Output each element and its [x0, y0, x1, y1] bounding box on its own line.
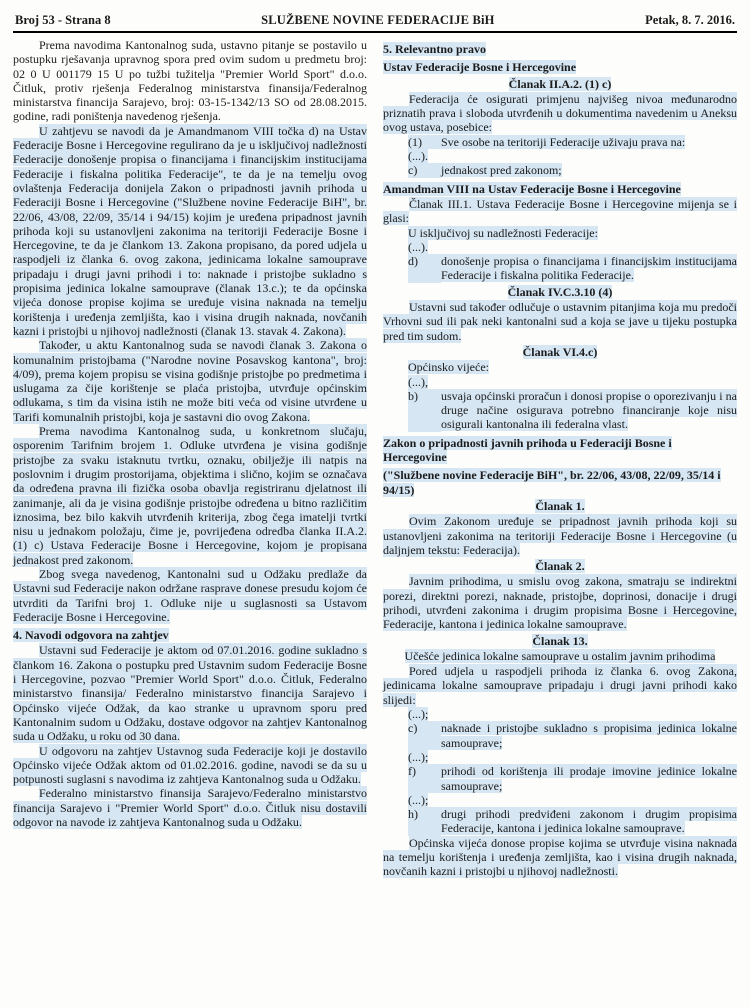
list-item-text: jednakost pred zakonom; [441, 163, 562, 178]
list-item-marker: c) [408, 721, 441, 750]
article-heading: Članak 1. [535, 498, 585, 513]
indented-line: U isključivoj su nadležnosti Federacije: [408, 225, 598, 240]
body-paragraph: Pored udjela u raspodjeli prihoda iz članka 6. ovog Zakona, jedinicama lokalne samouprave pripadaju i drugi javni prihodi kako slijedi: [383, 664, 737, 707]
list-item [383, 389, 737, 432]
two-column-body [13, 38, 737, 879]
article-heading: Članak II.A.2. (1) c) [508, 76, 612, 91]
body-paragraph: U odgovoru na zahtjev Ustavnog suda Federacije koji je dostavilo Općinsko vijeće Odžak aktom od 01.02.2016. godine, navodi se da su u potpunosti suglasni s navodima iz zahtjeva Kantonalnog suda u Odžaku. [13, 743, 367, 787]
body-paragraph: Ustavni sud Federacije je aktom od 07.01.2016. godine sukladno s člankom 16. Zakona o postupku pred Ustavnim sudom Federacije Bosne i Hercegovine, pozvao "Premier World Sport" d.o.o. Čitluk, Federalno ministarstvo finansija/ Federalno ministarstvo financija Sarajevo i Općinsko vijeće Odžak, da kao stranke u upravnom sporu pred Kantonalnim sudom u Odžaku, dostave odgovor na zahtjev Kantonalnog suda u Odžaku, u roku od 30 dana. [13, 643, 367, 744]
right-column [383, 38, 737, 879]
list-item-text: usvaja općinski proračun i donosi propise o oporezivanju i na druge načine osigurava potrebno financiranje koje nisu osigurali kantonalna ili federalna vlast. [441, 388, 737, 432]
body-paragraph: Zbog svega navedenog, Kantonalni sud u Odžaku predlaže da Ustavni sud Federacije nakon održane rasprave donese presudu kojom će utvrditi da Tarifni broj 1. Odluke nije u suglasnosti sa Ustavom Federacije Bosne i Hercegovine. [13, 566, 367, 624]
list-item [383, 163, 737, 177]
article-heading: Članak 2. [535, 559, 585, 574]
section-heading: 4. Navodi odgovora na zahtjev [13, 628, 169, 643]
section-heading: Amandman VIII na Ustav Federacije Bosne i Hercegovine [383, 181, 681, 196]
list-item [383, 807, 737, 836]
body-paragraph: Prema navodima Kantonalnog suda, ustavno pitanje se postavilo u postupku rješavanja upravnog spora pred ovim sudom u predmetu broj: 02 0 U 001179 15 U po tužbi tužitelja "Premier World Sport" d.o.o. Čitluk, protiv rješenja Federalnog ministarstva finansija/Federalnog ministarstva financija Sarajevo, broj: 03-15-1342/13 SO od 28.08.2015. godine, radi poništenja navedenog rješenja. [13, 38, 367, 124]
issue-date: Petak, 8. 7. 2016. [645, 13, 735, 27]
article-heading: Članak IV.C.3.10 (4) [507, 284, 613, 299]
body-paragraph: Javnim prihodima, u smislu ovog zakona, smatraju se indirektni porezi, direktni porezi, naknade, pristojbe, doprinosi, donacije i drugi prihodi, utvrđeni zakonima i drugim propisima Bosne i Hercegovine, Federacije, kantona i jedinica lokalne samouprave. [383, 574, 737, 632]
list-item-marker: h) [408, 807, 441, 836]
body-paragraph: Ovim Zakonom uređuje se pripadnost javnih prihoda koji su ustanovljeni zakonima na teritoriji Federacije Bosne i Hercegovine (u daljnjem tekstu: Federacija). [383, 514, 737, 557]
article-heading: Članak 13. [532, 633, 588, 648]
body-paragraph: Prema navodima Kantonalnog suda, u konkretnom slučaju, osporenim Tarifnim brojem 1. Odluke utvrđena je visina godišnje pristojbe za svaku istaknutu tvrtku, oznaku, obilježje ili natpis na poslovnim i drugim prostorijama, objektima i slično, kojim se označava da određena pravna ili fizička osoba obavlja registriranu djelatnost ili zanimanje, ali da je visina godišnje pristojbe određena u bitno različitim iznosima, bez bilo kakvih utvrđenih kriterija, zbog čega imatelji tvrtki nisu u jednakom položaju, čime je, povrijeđena odredba članka II.A.2. (1) c) Ustava Federacije Bosne i Hercegovine, kojom je propisana jednakost pred zakonom. [13, 424, 367, 567]
body-paragraph: Općinska vijeća donose propise kojima se utvrđuje visina naknada na temelju korištenja i uređenja zemljišta, kao i visina drugih naknada, novčanih kazni i pristojbi u njihovoj nadležnosti. [383, 835, 737, 879]
section-heading: Ustav Federacije Bosne i Hercegovine [383, 60, 577, 75]
list-item-marker: c) [408, 163, 441, 177]
issue-page-number: Broj 53 - Strana 8 [15, 13, 111, 27]
section-heading: ("Službene novine Federacije BiH", br. 22/06, 43/08, 22/09, 35/14 i 94/15) [383, 468, 721, 497]
indented-line: (...). [408, 239, 428, 254]
list-item-text: Sve osobe na teritoriji Federacije uživaju prava na: [441, 134, 686, 149]
list-item [383, 254, 737, 283]
indented-line: (...); [408, 749, 429, 764]
body-paragraph: Ustavni sud također odlučuje o ustavnim pitanjima koja mu predoči Vrhovni sud ili pak neki kantonalni sud a koja se jave u tijeku postupka pred tim sudom. [383, 300, 737, 343]
body-paragraph: Članak III.1. Ustava Federacije Bosne i Hercegovine mijenja se i glasi: [383, 196, 737, 226]
list-item-text: drugi prihodi predviđeni zakonom i drugim propisima Federacije, kantona i jedinica lokalne samouprave. [441, 807, 737, 836]
list-item-marker: b) [408, 389, 441, 432]
body-paragraph: Federacija će osigurati primjenu najvišeg nivoa međunarodno priznatih prava i sloboda utvrđenih u dokumentima navedenim u Aneksu ovog ustava, posebice: [383, 91, 737, 135]
list-item [383, 764, 737, 793]
section-heading: Zakon o pripadnosti javnih prihoda u Federaciji Bosne i Hercegovine [383, 435, 672, 465]
body-paragraph: Federalno ministarstvo finansija Sarajevo/Federalno ministarstvo financija Sarajevo i "Premier World Sport" d.o.o. Čitluk nisu dostavili odgovor na navode iz zahtjeva Kantonalnog suda u Odžaku. [13, 786, 367, 830]
list-item-marker: f) [408, 764, 441, 793]
article-heading: Članak VI.4.c) [522, 344, 598, 359]
body-paragraph: U zahtjevu se navodi da je Amandmanom VIII točka d) na Ustav Federacije Bosne i Hercegovine regulirano da je u isključivoj nadležnosti Federacije donošenje propisa o financijama i financijskim institucijama Federacije i fiskalna politika Federacije", te da je na temelju ovog ovlaštenja Federacija donijela Zakon o pripadnosti javnih prihoda u Federaciji Bosne i Hercegovine ("Službene novine Federacije BiH", br. 22/06, 43/08, 22/09, 35/14 i 94/15) kojim je uređena pripadnost javnih prihoda koji su ustanovljeni zakonima na teritoriji Federacije Bosne i Hercegovine, te da je člankom 13. Zakona propisano, da pored udjela u raspodjeli iz članka 6. ovog zakona, jedinicama lokalne samouprave pripadaju i drugi javni prihodi i to: naknade i pristojbe sukladno s propisima jedinica lokalne samouprave (članak 13.c.); te da općinska vijeća donose propise kojima se uređuje visina naknada na temelju korištenja i uređenja zemljišta, kao i visina drugih naknada, novčanih kazni i pristojbi u njihovoj nadležnosti (članak 13. stavak 4. Zakona). [13, 123, 367, 338]
page-header [13, 8, 737, 33]
gazette-title: SLUŽBENE NOVINE FEDERACIJE BiH [261, 13, 495, 27]
indented-line: Općinsko vijeće: [408, 360, 489, 375]
indented-line: (...); [408, 707, 429, 722]
indented-line: (...). [408, 149, 428, 164]
indented-line: (...), [408, 374, 428, 389]
left-column [13, 38, 367, 879]
list-item-marker: (1) [408, 135, 441, 149]
list-item-text: donošenje propisa o financijama i financijskim institucijama Federacije i fiskalna politika Federacije. [441, 254, 737, 283]
article-subheading: Učešće jedinica lokalne samouprave u ostalim javnim prihodima [404, 648, 716, 663]
list-item-text: prihodi od korištenja ili prodaje imovine jedinice lokalne samouprave; [441, 764, 737, 793]
list-item [383, 135, 737, 149]
body-paragraph: Također, u aktu Kantonalnog suda se navodi članak 3. Zakona o komunalnim pristojbama ("Narodne novine Posavskog kantona", broj: 4/09), prema kojem propisu se visina godišnje pristojbe po predmetima i uslugama za čije korištenje se plaća pristojba, utvrđuje općinskim odlukama, s tim da visina istih ne može biti veća od visine utvrđene u Tarifi komunalnih pristojbi, koja je sastavni dio ovog Zakona. [13, 338, 367, 424]
list-item-marker: d) [408, 254, 441, 283]
list-item-text: naknade i pristojbe sukladno s propisima jedinica lokalne samouprave; [441, 721, 737, 750]
section-heading: 5. Relevantno pravo [383, 42, 486, 56]
list-item [383, 721, 737, 750]
indented-line: (...); [408, 792, 429, 807]
